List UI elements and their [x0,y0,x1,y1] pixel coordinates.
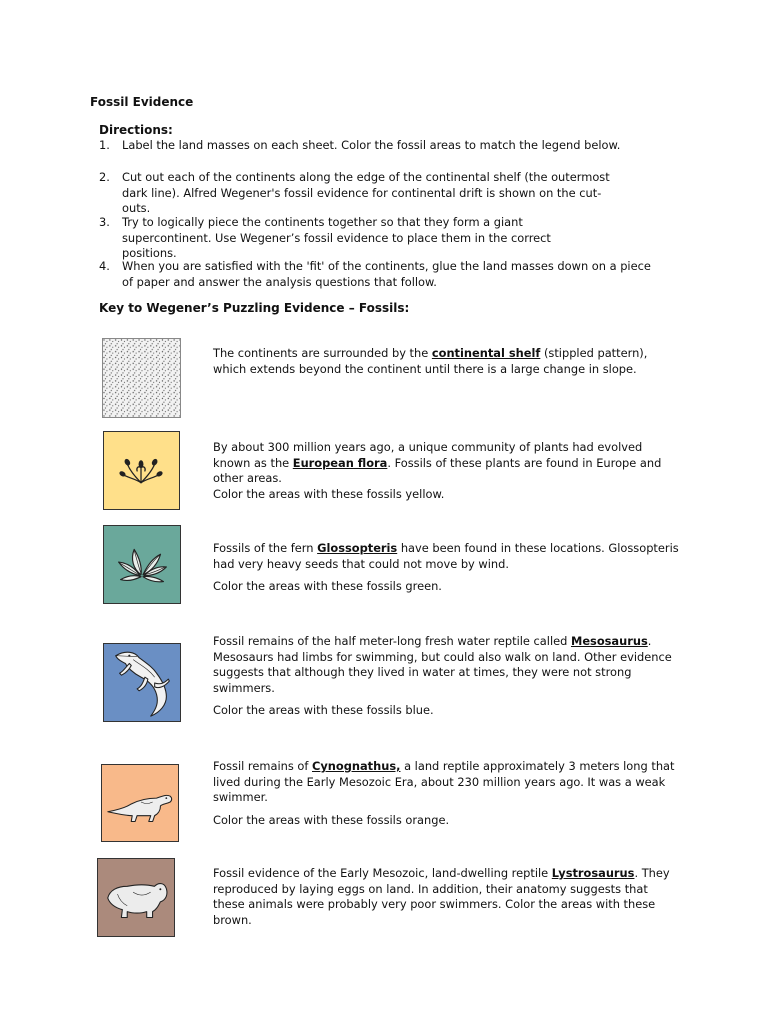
legend-entry-continental-shelf [213,346,683,377]
flora-svg [104,432,179,509]
mesosaurus-icon [103,643,181,722]
direction-text: Cut out each of the continents along the edge of the continental shelf (the outermost dark line). Alfred Wegener's fossil evidence for continental drift is shown on the cut-outs. [122,170,610,215]
legend-text: Fossils of the fern Glossopteris have been found in these locations. Glossopteris had very heavy seeds that could not move by wind. [213,541,679,571]
legend-text: The continents are surrounded by the continental shelf (stippled pattern), which extends beyond the continent until there is a large change in slope. [213,346,648,376]
direction-number: 2. [99,170,110,184]
direction-number: 1. [99,138,110,152]
direction-number: 4. [99,259,110,273]
stippled-pattern-icon [102,338,181,418]
legend-entry-european-flora [213,440,683,502]
legend-text: Fossil remains of Cynognathus, a land reptile approximately 3 meters long that lived during the Early Mesozoic Era, about 230 million years ago. It was a weak swimmer. [213,759,675,804]
lystrosaurus-icon [97,858,175,937]
legend-note: Color the areas with these fossils green. [213,579,442,593]
legend-text: Fossil evidence of the Early Mesozoic, land-dwelling reptile Lystrosaurus. They reproduced by laying eggs on land. In addition, their anatomy suggests that these animals were probably very poor swimmers. Color the areas with these brown. [213,866,670,927]
page-title: Fossil Evidence [90,95,194,109]
legend-entry-lystrosaurus [213,866,683,928]
legend-note: Color the areas with these fossils orange. [213,812,450,827]
stipple-svg [103,339,180,417]
legend-term: continental shelf [431,346,541,360]
european-flora-icon [103,431,180,510]
legend-term: Glossopteris [317,541,398,555]
legend-text: Fossil remains of the half meter-long fresh water reptile called Mesosaurus. Mesosaurs had limbs for swimming, but could also walk on land. Other evidence suggests that although they lived in water at times, they were not strong swimmers. [213,634,672,695]
direction-text: Try to logically piece the continents together so that they form a giant supercontinent. Use Wegener’s fossil evidence to place them in the correct positions. [122,215,551,260]
direction-text: When you are satisfied with the 'fit' of the continents, glue the land masses down on a piece of paper and answer the analysis questions that follow. [122,259,651,289]
lystrosaurus-svg [98,859,174,936]
directions-heading: Directions: [99,123,173,137]
glossopteris-svg [104,526,180,603]
legend-entry-cynognathus [213,759,683,828]
glossopteris-icon [103,525,181,604]
cynognathus-icon [101,764,179,842]
legend-text: By about 300 million years ago, a unique community of plants had evolved known as the European flora. Fossils of these plants are found in Europe and other areas. [213,440,662,485]
key-heading: Key to Wegener’s Puzzling Evidence – Fossils: [99,301,410,315]
cynognathus-svg [102,765,178,841]
legend-entry-glossopteris [213,541,683,595]
legend-note: Color the areas with these fossils blue. [213,703,434,717]
legend-term: Lystrosaurus [551,866,635,880]
legend-term: Cynognathus, [312,759,401,773]
legend-term: European flora [292,455,388,470]
legend-term: Mesosaurus [570,634,648,648]
mesosaurus-svg [104,644,180,721]
legend-note: Color the areas with these fossils yellow. [213,486,445,501]
direction-number: 3. [99,215,110,229]
direction-text: Label the land masses on each sheet. Color the fossil areas to match the legend below. [122,138,621,152]
legend-entry-mesosaurus [213,634,683,719]
